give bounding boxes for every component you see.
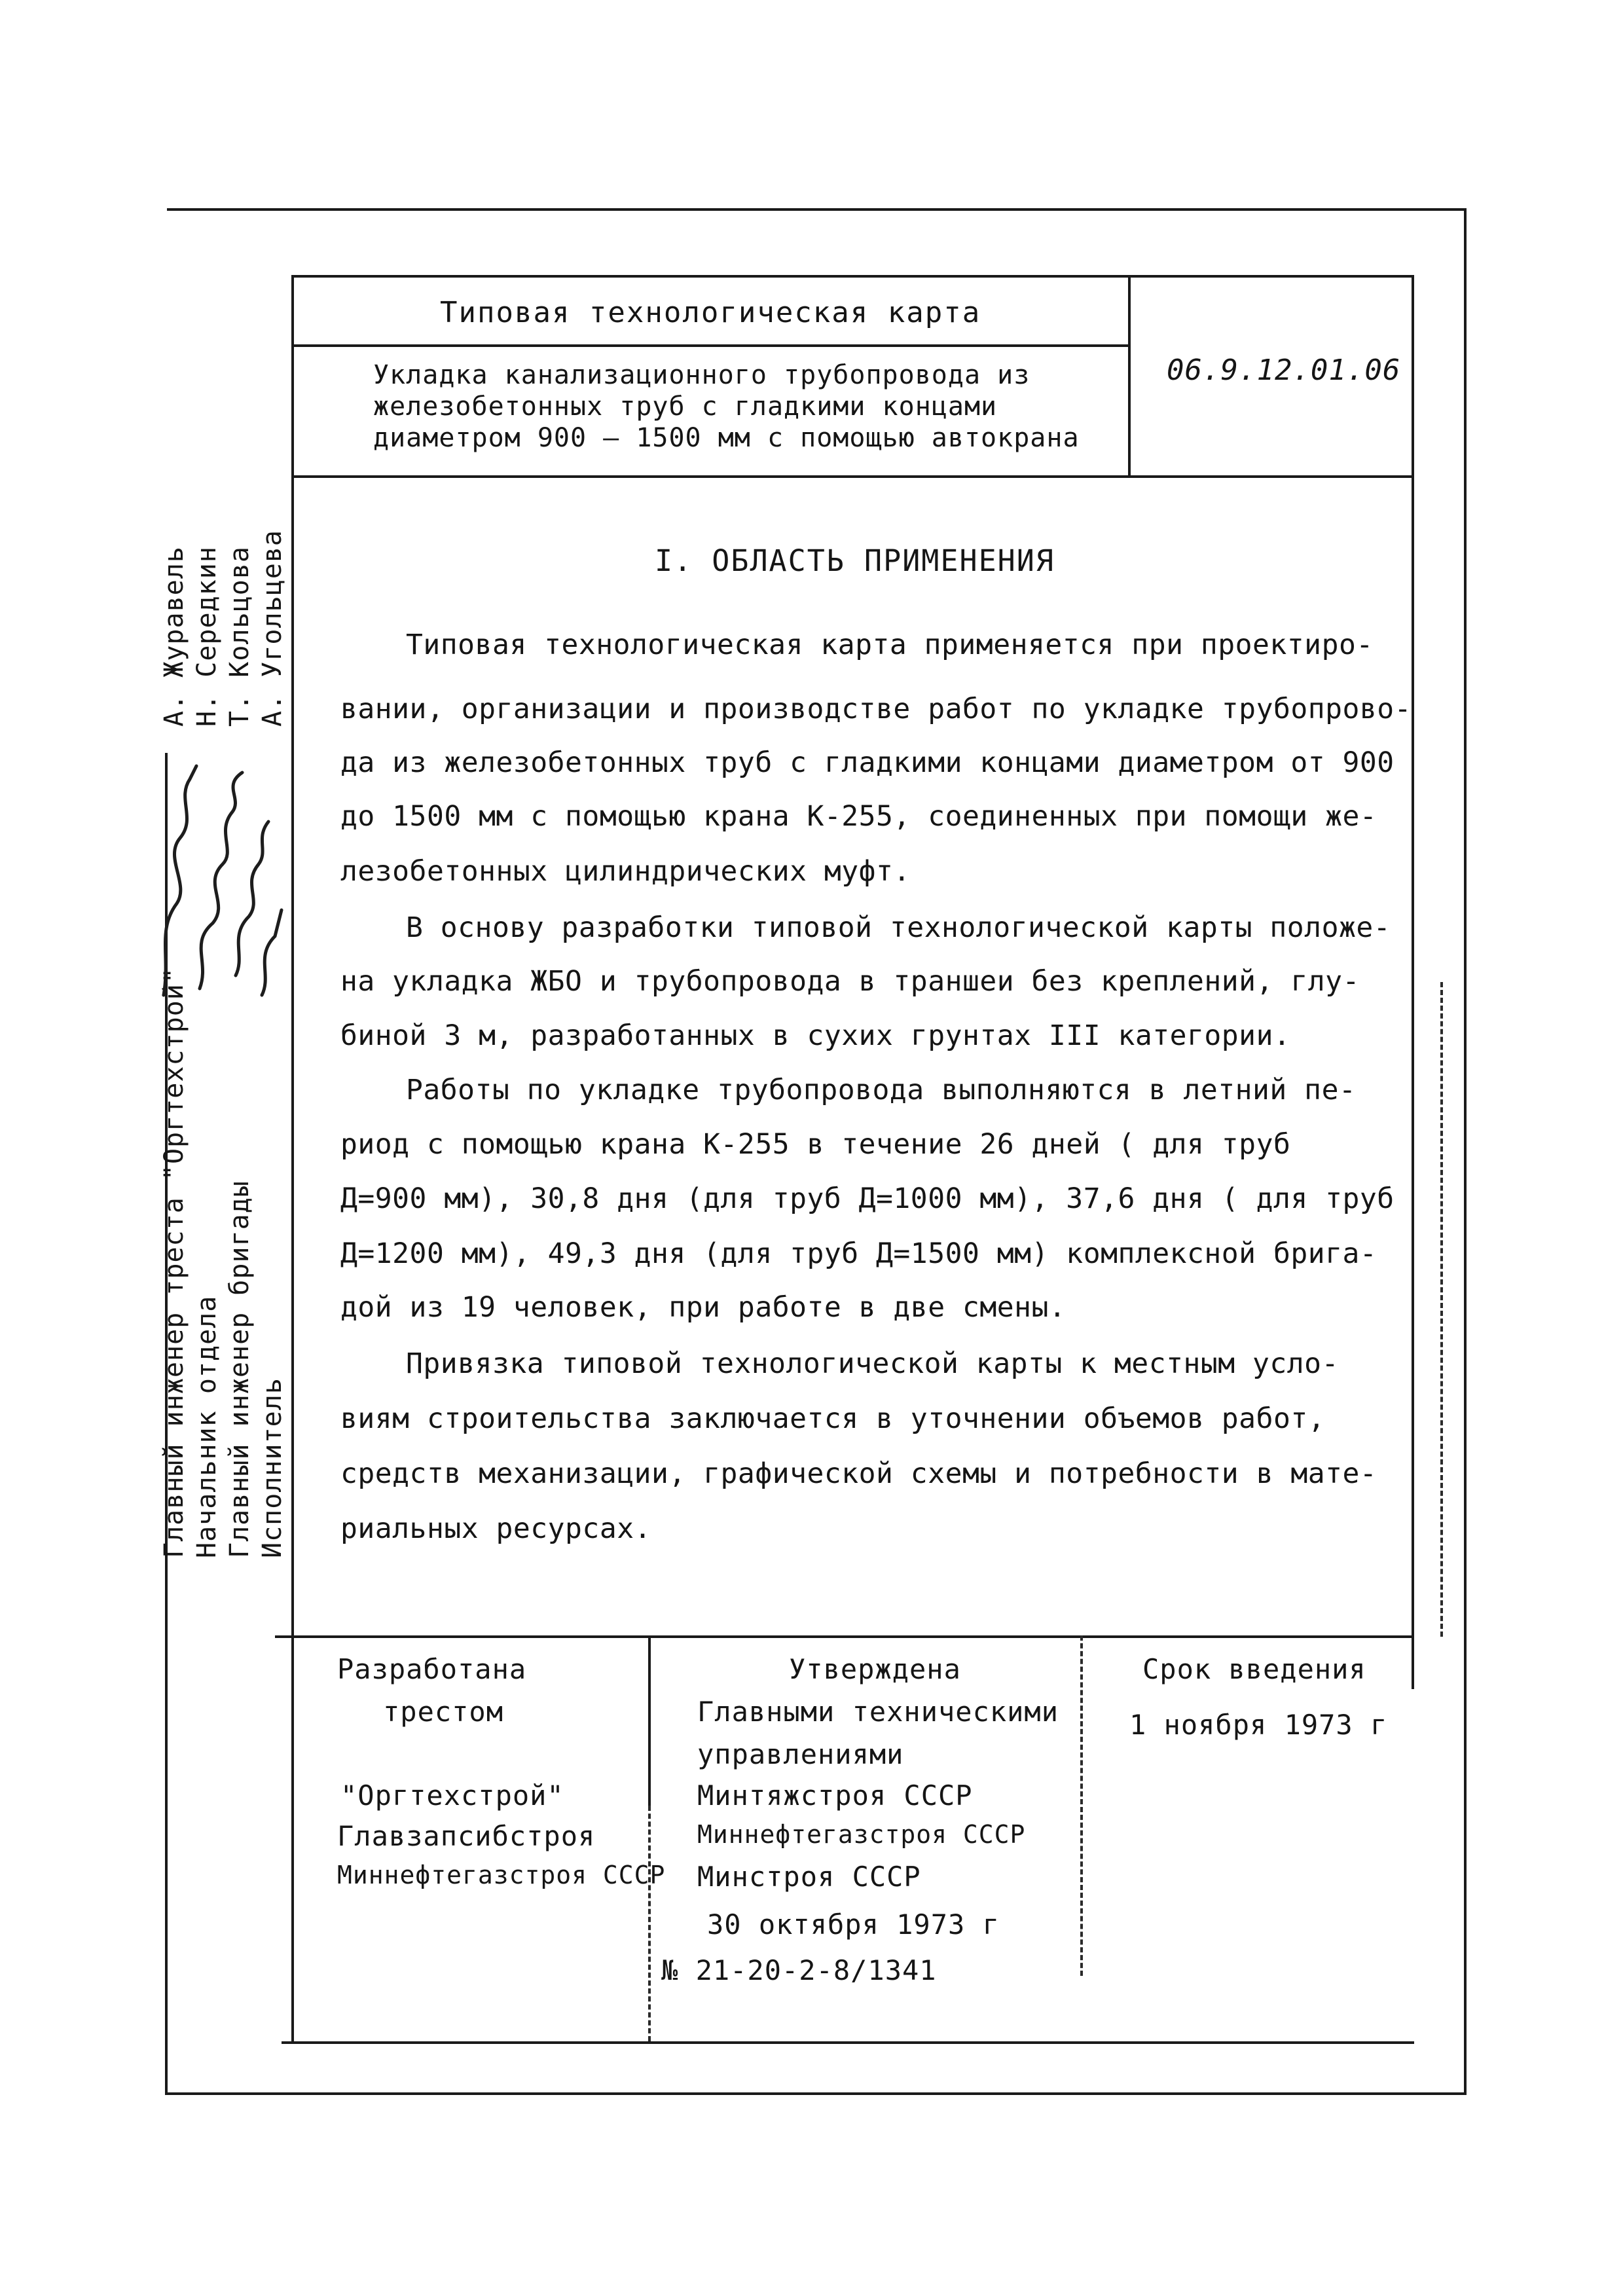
footer-divider-2-dashed <box>1080 1635 1083 1976</box>
sidebar-name-1: А. Журавель <box>159 546 189 727</box>
signature-1 <box>164 766 196 995</box>
approved-label: Утверждена <box>789 1653 961 1685</box>
term-value: 1 ноября 1973 г <box>1129 1709 1388 1741</box>
body-line-4: до 1500 мм с помощью крана К-255, соединенных при помощи же- <box>340 800 1377 833</box>
body-line-3: да из железобетонных труб с гладкими концами диаметром от 900 <box>340 746 1395 779</box>
body-line-16: средств механизации, графической схемы и потребности в мате- <box>340 1457 1377 1490</box>
developed-org-2: Главзапсибстроя <box>337 1820 596 1852</box>
approved-line-1: Главными техническими <box>697 1696 1059 1728</box>
body-line-11: Д=900 мм), 30,8 дня (для труб Д=1000 мм), 37,6 дня ( для труб <box>340 1182 1395 1215</box>
outer-frame-bottom <box>165 2092 1467 2095</box>
document-code: 06.9.12.01.06 <box>1167 354 1401 387</box>
code-cell-divider <box>1128 275 1131 478</box>
body-line-10: риод с помощью крана К-255 в течение 26 дней ( для труб <box>340 1128 1291 1161</box>
developed-org-1: "Оргтехстрой" <box>340 1779 564 1812</box>
outer-frame-top <box>167 208 1467 211</box>
footer-top <box>275 1635 1414 1638</box>
body-line-8: биной 3 м, разработанных в сухих грунтах III категории. <box>340 1019 1291 1052</box>
sidebar-name-3: Т. Кольцова <box>225 546 255 727</box>
signatures <box>151 759 288 1008</box>
sidebar-name-4: А. Угольцева <box>257 530 287 727</box>
sidebar-title-4: Исполнитель <box>257 1377 287 1558</box>
approved-line-3: Минтяжстроя СССР <box>697 1779 973 1812</box>
developed-label: Разработана <box>337 1653 527 1685</box>
approved-number: № 21-20-2-8/1341 <box>661 1954 937 1986</box>
body-line-6: В основу разработки типовой технологической карты положе- <box>406 911 1391 944</box>
card-type-title: Типовая технологическая карта <box>440 296 981 329</box>
body-line-15: виям строительства заключается в уточнении объемов работ, <box>340 1402 1326 1435</box>
card-subtitle-line-2: железобетонных труб с гладкими концами <box>373 392 998 422</box>
body-line-17: риальных ресурсах. <box>340 1512 651 1545</box>
developed-by: трестом <box>383 1696 504 1728</box>
section-heading: I. ОБЛАСТЬ ПРИМЕНЕНИЯ <box>655 543 1055 578</box>
body-line-1: Типовая технологическая карта применяется при проектиро- <box>406 629 1374 661</box>
signature-4 <box>262 910 282 995</box>
signature-2 <box>200 773 242 989</box>
approved-date: 30 октября 1973 г <box>707 1908 1000 1941</box>
header-divider <box>291 344 1129 347</box>
approved-line-5: Минстроя СССР <box>697 1861 921 1893</box>
frame-left <box>291 275 294 2043</box>
body-line-7: на укладка ЖБО и трубопровода в траншеи без креплений, глу- <box>340 965 1360 998</box>
term-label: Срок введения <box>1142 1653 1366 1685</box>
body-line-5: лезобетонных цилиндрических муфт. <box>340 855 911 888</box>
developed-org-3: Миннефтегазстроя СССР <box>337 1861 666 1889</box>
right-margin-dashed <box>1440 982 1443 1637</box>
header-bottom <box>291 475 1414 478</box>
sidebar-title-2: Начальник отдела <box>192 1295 222 1558</box>
footer-divider-1 <box>648 1635 651 1806</box>
approved-line-2: управлениями <box>697 1738 904 1770</box>
frame-right <box>1412 275 1414 1689</box>
outer-frame-right <box>1464 208 1467 2094</box>
footer-bottom <box>282 2041 1414 2044</box>
body-line-12: Д=1200 мм), 49,3 дня (для труб Д=1500 мм) комплексной брига- <box>340 1237 1377 1270</box>
card-subtitle-line-3: диаметром 900 — 1500 мм с помощью автокрана <box>373 423 1080 453</box>
body-line-9: Работы по укладке трубопровода выполняются в летний пе- <box>406 1074 1357 1106</box>
signature-3 <box>236 822 268 975</box>
sidebar-title-1: Главный инженер треста "Оргтехстрой" <box>159 967 189 1558</box>
body-line-14: Привязка типовой технологической карты к местным усло- <box>406 1347 1339 1380</box>
sidebar-name-2: Н. Середкин <box>192 546 222 727</box>
footer-divider-1-dashed <box>648 1806 651 2041</box>
body-line-13: дой из 19 человек, при работе в две смены. <box>340 1291 1067 1324</box>
card-subtitle-line-1: Укладка канализационного трубопровода из <box>373 360 1030 390</box>
approved-line-4: Миннефтегазстроя СССР <box>697 1820 1026 1849</box>
sidebar-title-3: Главный инженер бригады <box>225 1180 255 1558</box>
frame-top <box>291 275 1414 278</box>
body-line-2: вании, организации и производстве работ по укладке трубопрово- <box>340 693 1412 725</box>
